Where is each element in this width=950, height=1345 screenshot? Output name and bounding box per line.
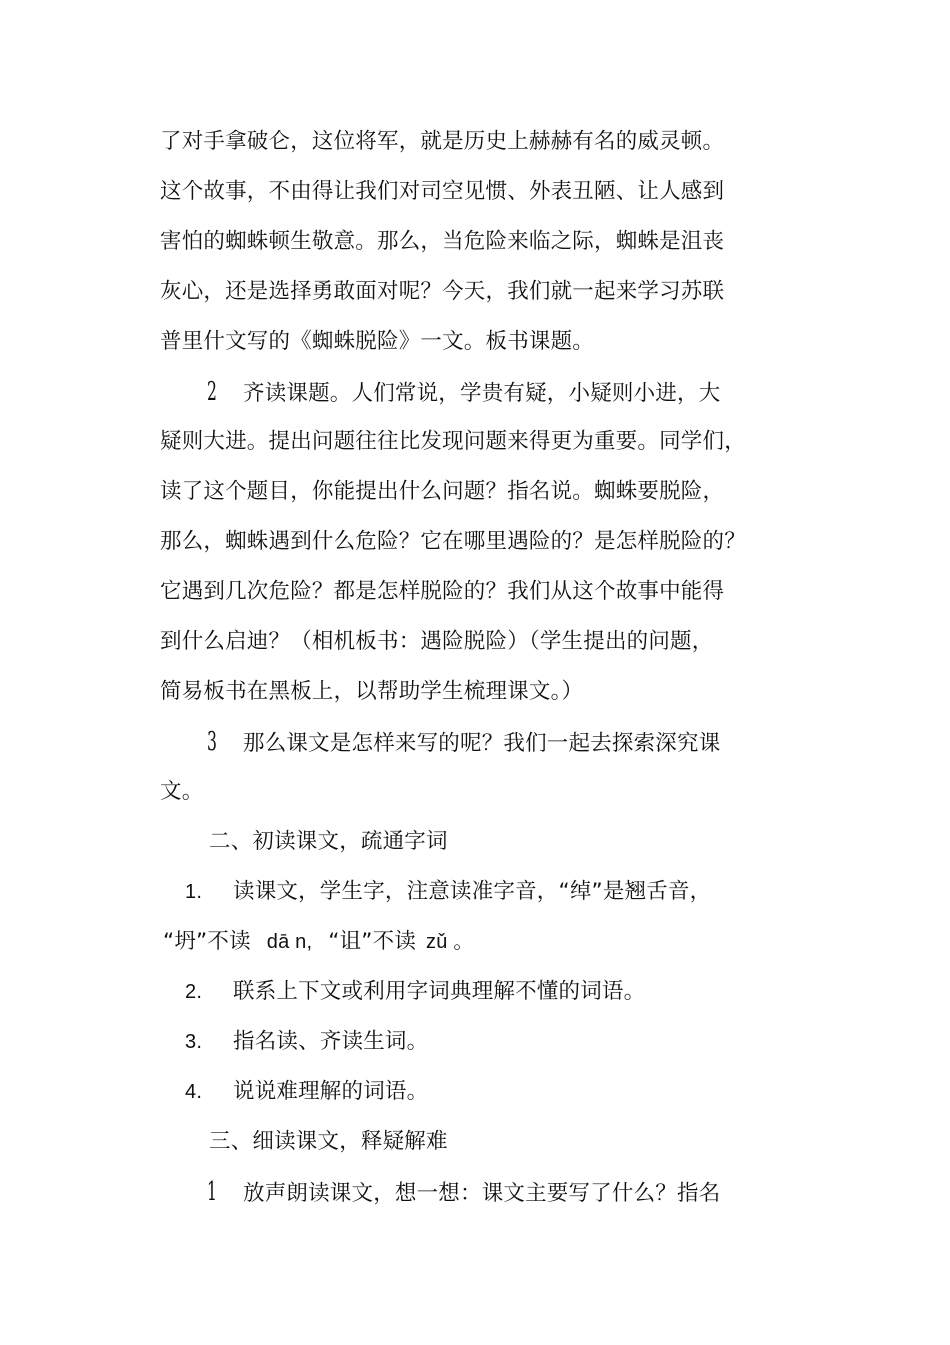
text-line: 简易板书在黑板上，以帮助学生梳理课文。） [160,679,584,704]
section-3-item-1 [207,1177,720,1209]
text-line: 文。 [160,779,204,804]
paragraph-number: 2 [207,377,218,407]
list-number: 4. [185,1081,203,1103]
text-segment: 那么课文是怎样来写的呢？我们一起去探索深究课 [243,731,721,756]
section-heading: 三、细读课文，释疑解难 [209,1129,448,1154]
text-line: 这个故事，不由得让我们对司空见惯、外表丑陋、让人感到 [160,179,725,204]
text-segment: 齐读课题。人们常说，学贵有疑，小疑则小进，大 [243,381,721,406]
section-heading: 二、初读课文，疏通字词 [209,829,448,854]
text-line: 了对手拿破仑，这位将军，就是历史上赫赫有名的威灵顿。 [160,129,725,154]
paragraph-2-first-line [207,377,720,409]
list-number: 2. [185,981,203,1003]
text-line: 读了这个题目，你能提出什么问题？指名说。蜘蛛要脱险， [160,479,725,504]
text-segment: 联系上下文或利用字词典理解不懂的词语。 [233,979,646,1004]
pinyin: zǔ 。 [426,931,474,953]
text-segment: 说说难理解的词语。 [233,1079,429,1104]
text-line [163,927,474,957]
paragraph-3-first-line [207,727,720,759]
text-line: 它遇到几次危险？都是怎样脱险的？我们从这个故事中能得 [160,579,725,604]
text-line: 疑则大进。提出问题往往比发现问题来得更为重要。同学们， [160,429,746,454]
text-segment: 放声朗读课文，想一想：课文主要写了什么？指名 [243,1181,721,1206]
list-item [185,1027,428,1057]
paragraph-number: 1 [207,1177,218,1207]
text-segment: “坍”不读 [163,929,251,954]
text-segment: 读课文，学生字，注意读准字音，“绰”是翘舌音， [233,879,712,904]
text-line: 到什么启迪？（相机板书：遇险脱险）（学生提出的问题， [160,629,714,654]
text-line: 那么，蜘蛛遇到什么危险？它在哪里遇险的？是怎样脱险的？ [160,529,746,554]
text-segment: “诅”不读 [328,929,417,954]
pinyin: dā n, [266,931,313,953]
list-number: 1. [185,881,203,903]
text-line: 害怕的蜘蛛顿生敬意。那么，当危险来临之际，蜘蛛是沮丧 [160,229,725,254]
text-segment: 指名读、齐读生词。 [233,1029,429,1054]
paragraph-number: 3 [207,727,218,757]
list-item [185,877,711,907]
text-line: 普里什文写的《蜘蛛脱险》一文。板书课题。 [160,329,595,354]
list-item [185,977,645,1007]
text-line: 灰心，还是选择勇敢面对呢？今天，我们就一起来学习苏联 [160,279,725,304]
list-item [185,1077,428,1107]
list-number: 3. [185,1031,203,1053]
